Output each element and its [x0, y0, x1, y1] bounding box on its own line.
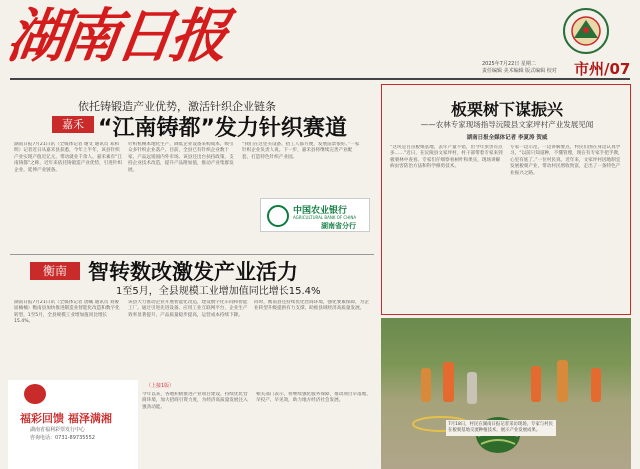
photo-person — [591, 368, 601, 402]
lottery-organization: 湖南省福利彩票发行中心 — [30, 427, 86, 433]
story-body-column: 湖南日报7月21日讯（全媒体记者 谢文 通讯员 邓和明）记者近日从嘉禾县获悉，今年上半年，该县针织产业实现产值近亿元，带动就业千余人。嘉禾素有“江南铸都”之称，近年来依托铸锻造产业优势，引进针织企业，延伸产业链条。 — [14, 142, 123, 173]
photo-person — [421, 368, 431, 402]
story-subhead: 1至5月，全县规模工业增加值同比增长15.4% — [116, 286, 321, 297]
feature-byline: 湖南日报全媒体记者 李夏涛 贺威 — [466, 135, 548, 141]
story-body-column: 该县大力推动企业开展智能化改造，建设数字化车间和智能工厂。通过引进先进设备、应用工业互联网平台，企业生产效率显著提升，产品质量稳步提高，运营成本持续下降。 — [128, 300, 248, 318]
feature-body-column: 专家一边示范，一边讲解要点，村民们围在身边认真学习。“以前只知道种，不懂管理，现在有专家手把手教，心里有底了。”一位村民说。近年来，文家坪村因地制宜发展板栗产业，带动村民增收致富，走出了一条特色产业振兴之路。 — [510, 145, 623, 176]
photo-caption: 7月18日，村民在湖南日报记者采访现场，专家与村民在板栗基地交流种植技术，展示产业发展成果。 — [446, 420, 556, 436]
region-tag: 嘉禾 — [52, 116, 94, 133]
story-body-column: 同时，衡南县还持续优化营商环境，强化要素保障，为企业转型升级提供有力支撑，助推县域经济高质量发展。 — [254, 300, 369, 312]
section-divider — [10, 254, 374, 255]
story-body-column: 相关部门表示，将继续强化服务保障，推动项目早落地、早投产、早见效，助力地方经济社会发展。 — [256, 392, 371, 404]
lottery-phone: 咨询电话：0731-89735552 — [30, 435, 95, 441]
masthead-divider — [10, 78, 630, 80]
newspaper-logo[interactable]: 湖南日报 — [3, 2, 229, 70]
story-body-column: 针织机械本地化生产，降低企业设备采购成本，吸引众多针织企业落户。目前，全县已有针织企业数十家，产品远销国内外市场。该县还出台扶持政策，支持企业技术改造，提升产品附加值，推动产业集群发展。 — [128, 142, 234, 173]
masthead — [0, 0, 640, 84]
story-body-column: 湖南日报7月21日讯（全媒体记者 唐曦 通讯员 刘俊 屈楠楠）衡南县加快推进制造业智能化改造和数字化转型，1至5月，全县规模工业增加值同比增长15.4%。 — [14, 300, 120, 325]
story-body-column: 今年以来，各地积极推进产业项目建设，持续优化营商环境，加大招商引资力度，为经济高质量发展注入强劲动能。 — [142, 392, 248, 410]
photo-person — [467, 372, 477, 404]
feature-subtitle: ——农林专家现场指导沅陵县文家坪村产业发展见闻 — [420, 120, 594, 129]
lottery-logo-icon — [24, 384, 46, 404]
photo-person — [531, 366, 541, 402]
lottery-slogan: 福彩回馈 福泽满湘 — [20, 412, 112, 425]
feature-headline[interactable]: 板栗树下谋振兴 — [450, 100, 563, 119]
issue-date: 2025年7月22日 星期二 — [482, 61, 536, 67]
feature-box[interactable] — [381, 84, 631, 315]
emblem-icon — [560, 6, 612, 56]
news-photo[interactable] — [381, 318, 631, 469]
continued-marker: （上接1版） — [146, 383, 175, 389]
editor-credits: 责任编辑 美术编辑 版式编辑 校对 — [482, 68, 557, 74]
photo-person — [557, 360, 568, 402]
bank-english-name: AGRICULTURAL BANK OF CHINA — [293, 215, 357, 220]
bank-branch: 湖南省分行 — [321, 222, 356, 230]
story-body-column: “我们在这里买设备、招工人都方便，发展前景很好。”一家针织企业负责人说。下一步，嘉禾县将继续完善产业配套，打造特色针织产业园。 — [242, 142, 360, 160]
story-headline[interactable]: “江南铸都”发力针织赛道 — [98, 116, 347, 141]
section-label[interactable]: 市州/07 — [574, 60, 631, 78]
bank-logo-icon — [267, 205, 289, 227]
bank-name: 中国农业银行 — [293, 206, 348, 216]
bank-advertisement[interactable] — [260, 198, 370, 232]
region-tag: 衡南 — [30, 262, 80, 280]
story-kicker: 依托铸锻造产业优势，激活针织企业链条 — [78, 100, 276, 113]
photo-person — [443, 362, 454, 402]
story-headline[interactable]: 智转数改激发产业活力 — [88, 260, 298, 284]
lottery-advertisement[interactable] — [8, 380, 138, 469]
feature-body-column: “这块是百亩板栗基地，去年产量不错，但今年虫害有点多……”近日，在沅陵县文家坪村，村干部带着专家来到板栗林中查看。专家们仔细察看树叶和果实，现场讲解病虫害防治方法和科学修剪技术。 — [390, 145, 503, 170]
